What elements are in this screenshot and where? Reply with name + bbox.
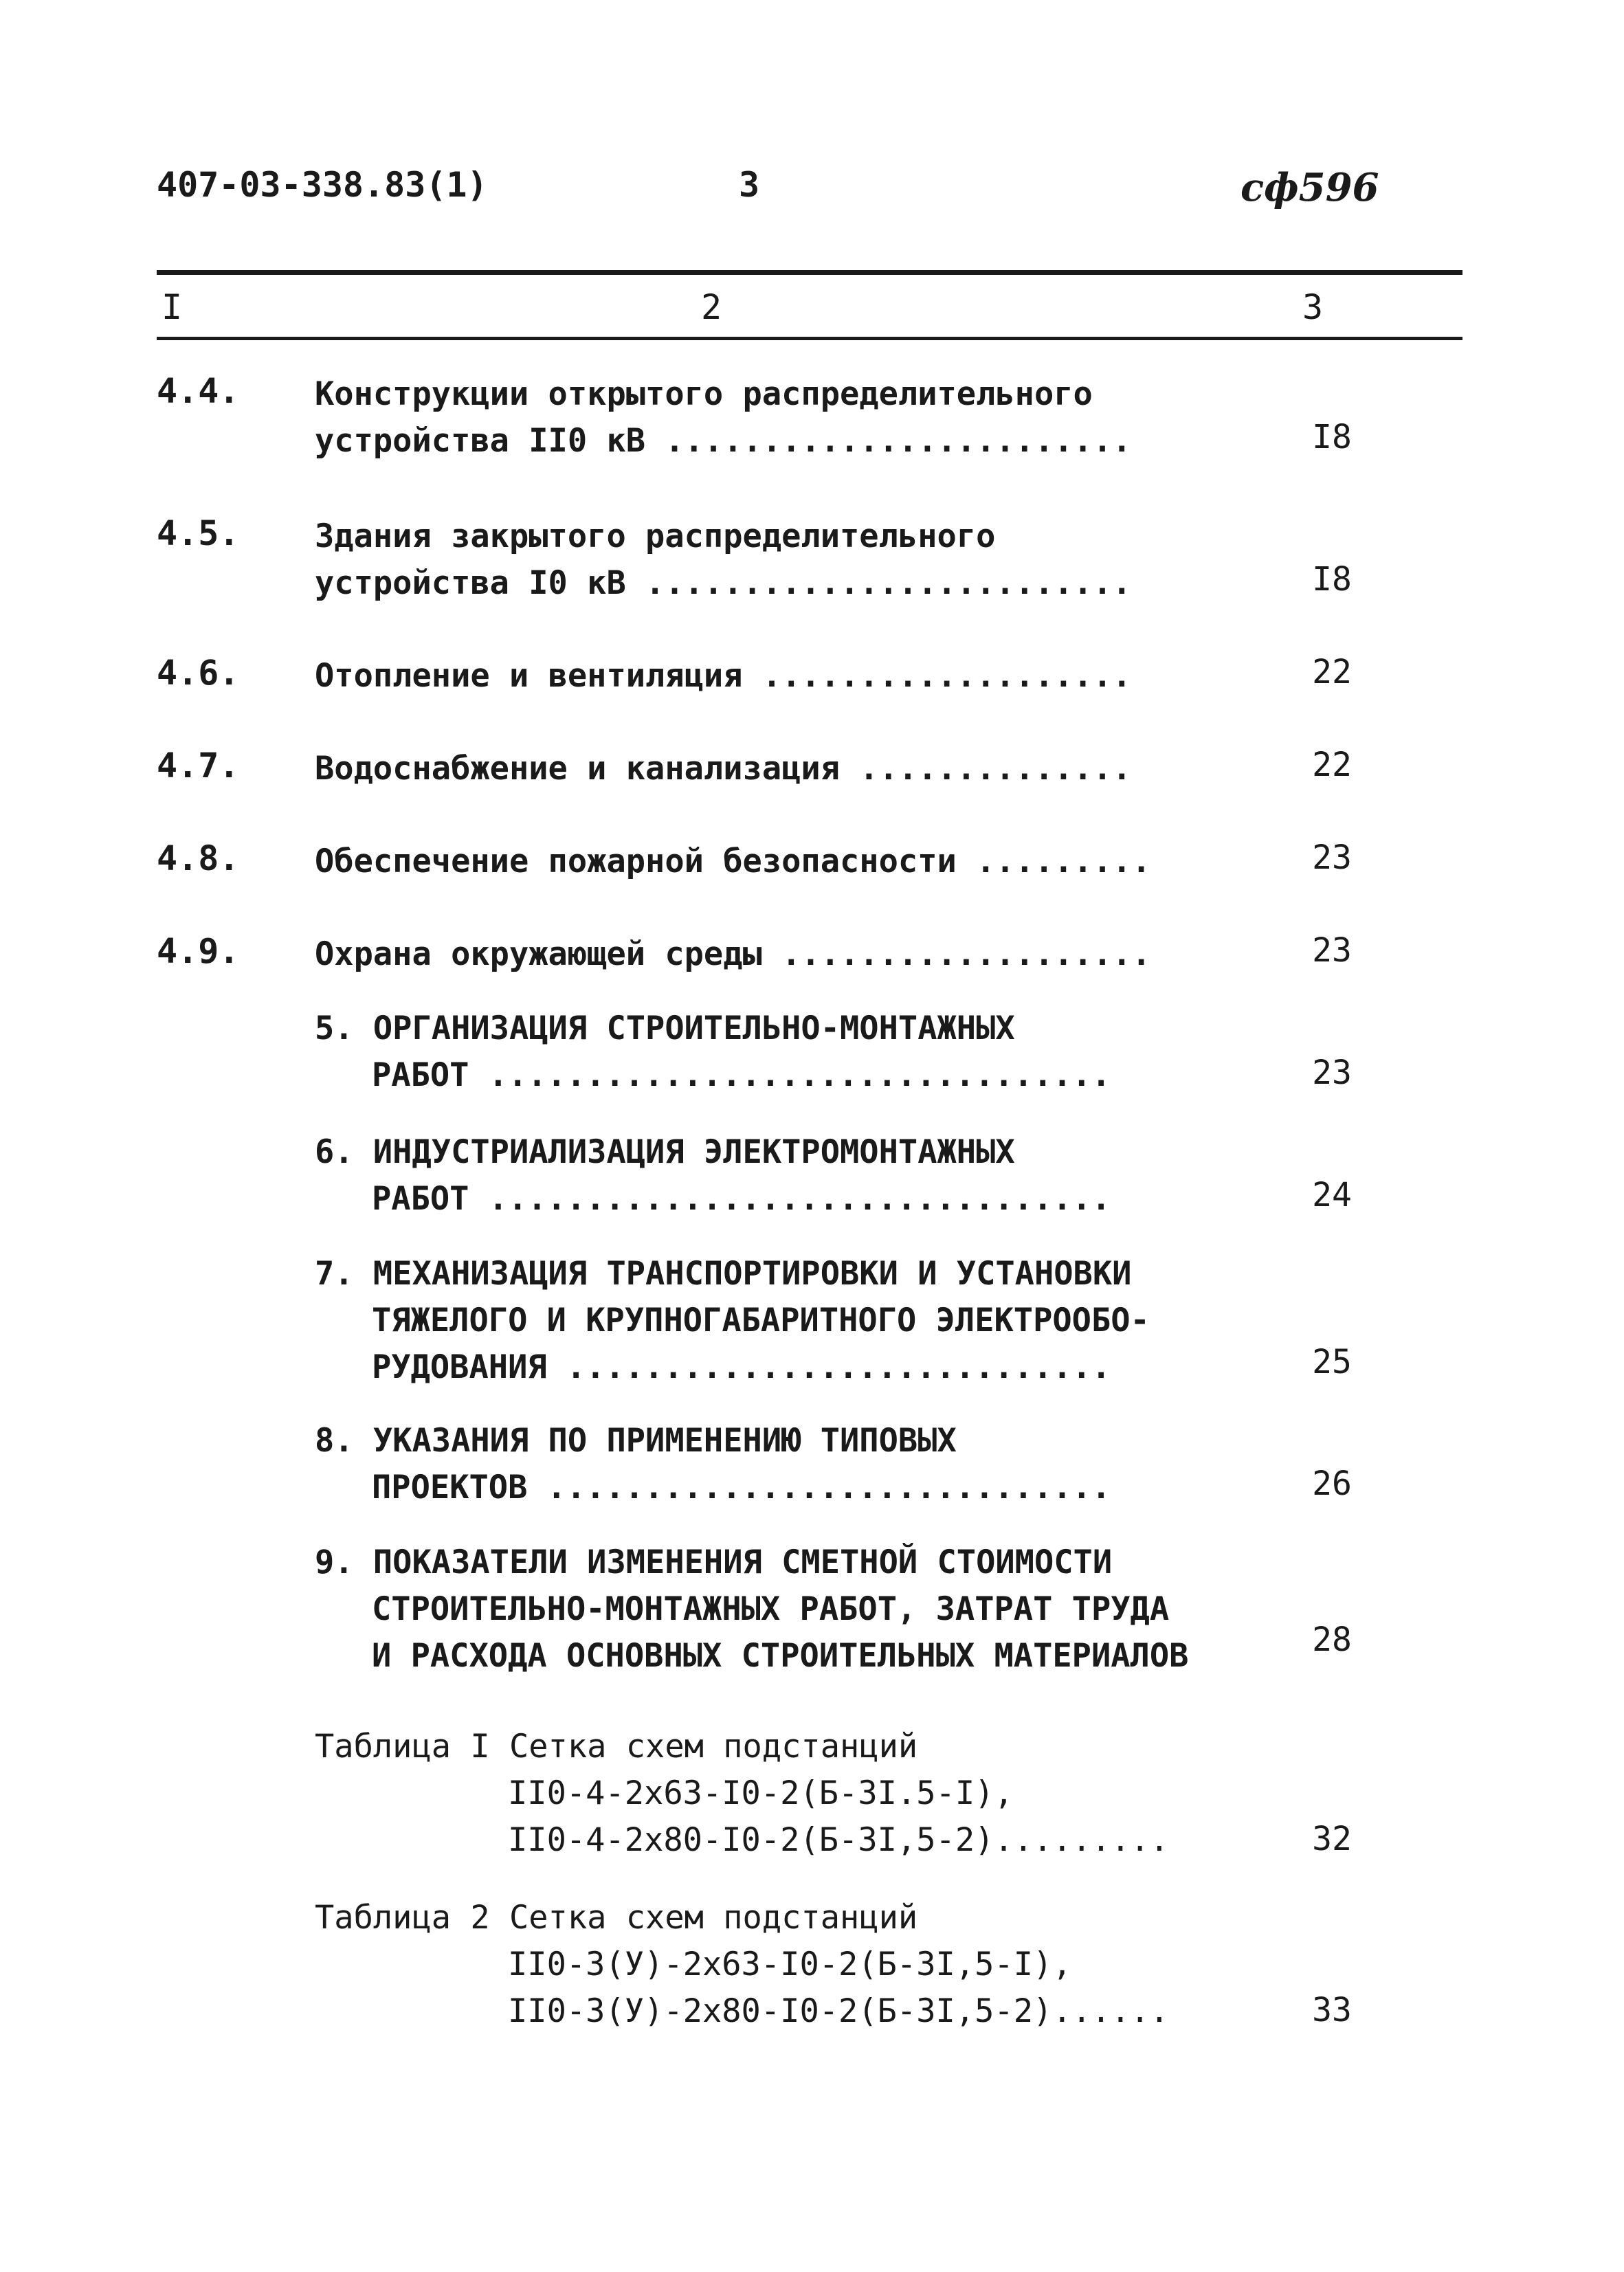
section-page: 26 bbox=[1312, 1464, 1352, 1503]
table-top-rule bbox=[157, 270, 1462, 275]
table-entry-title: Таблица I Сетка схем подстанций II0-4-2х63-I0-2(Б-3I.5-I), II0-4-2х80-I0-2(Б-3I,5-2)......... bbox=[315, 1728, 1170, 1859]
entry-title: Конструкции открытого распределительного устройства II0 кВ ........................ bbox=[315, 375, 1132, 460]
entry-number: 4.9. bbox=[157, 931, 240, 971]
section-title: 9. ПОКАЗАТЕЛИ ИЗМЕНЕНИЯ СМЕТНОЙ СТОИМОСТИ СТРОИТЕЛЬНО-МОНТАЖНЫХ РАБОТ, ЗАТРАТ ТРУДА И РАСХОДА ОСНОВНЫХ СТРОИТЕЛЬНЫХ МАТЕРИАЛОВ bbox=[315, 1544, 1189, 1675]
page-number: 3 bbox=[739, 165, 760, 205]
column-number-2: 2 bbox=[701, 287, 722, 327]
column-number-3: 3 bbox=[1302, 287, 1324, 327]
entry-number: 4.8. bbox=[157, 838, 240, 878]
table-header-rule bbox=[157, 337, 1462, 340]
table-entry-title: Таблица 2 Сетка схем подстанций II0-3(У)-2х63-I0-2(Б-3I,5-I), II0-3(У)-2х80-I0-2(Б-3I,5-2)...... bbox=[315, 1899, 1170, 2030]
section-page: 28 bbox=[1312, 1621, 1352, 1659]
handwritten-stamp: сф596 bbox=[1241, 165, 1379, 210]
entry-page: 23 bbox=[1312, 931, 1352, 970]
entry-title: Обеспечение пожарной безопасности ......... bbox=[315, 843, 1151, 880]
table-entry-page: 33 bbox=[1312, 1991, 1352, 2029]
entry-title: Водоснабжение и канализация .............. bbox=[315, 750, 1132, 788]
section-title: 5. ОРГАНИЗАЦИЯ СТРОИТЕЛЬНО-МОНТАЖНЫХ РАБОТ ................................ bbox=[315, 1010, 1111, 1094]
entry-page: 22 bbox=[1312, 746, 1352, 784]
section-title: 8. УКАЗАНИЯ ПО ПРИМЕНЕНИЮ ТИПОВЫХ ПРОЕКТОВ ............................. bbox=[315, 1422, 1111, 1506]
entry-number: 4.7. bbox=[157, 746, 240, 786]
entry-title: Здания закрытого распределительного устройства I0 кВ ......................... bbox=[315, 517, 1132, 602]
entry-number: 4.4. bbox=[157, 371, 240, 411]
entry-number: 4.5. bbox=[157, 513, 240, 553]
section-title: 7. МЕХАНИЗАЦИЯ ТРАНСПОРТИРОВКИ И УСТАНОВКИ ТЯЖЕЛОГО И КРУПНОГАБАРИТНОГО ЭЛЕКТРООБО- РУДОВАНИЯ ............................ bbox=[315, 1255, 1150, 1386]
entry-title: Охрана окружающей среды ................... bbox=[315, 935, 1151, 973]
document-code: 407-03-338.83(1) bbox=[157, 165, 488, 205]
section-title: 6. ИНДУСТРИАЛИЗАЦИЯ ЭЛЕКТРОМОНТАЖНЫХ РАБОТ ................................ bbox=[315, 1133, 1111, 1218]
entry-title: Отопление и вентиляция ................... bbox=[315, 657, 1132, 695]
entry-page: I8 bbox=[1312, 560, 1352, 599]
section-page: 23 bbox=[1312, 1054, 1352, 1092]
column-number-1: I bbox=[162, 287, 183, 327]
entry-page: 23 bbox=[1312, 838, 1352, 877]
entry-page: I8 bbox=[1312, 418, 1352, 456]
section-page: 25 bbox=[1312, 1343, 1352, 1381]
table-entry-page: 32 bbox=[1312, 1820, 1352, 1858]
entry-number: 4.6. bbox=[157, 653, 240, 693]
entry-page: 22 bbox=[1312, 653, 1352, 691]
section-page: 24 bbox=[1312, 1176, 1352, 1214]
